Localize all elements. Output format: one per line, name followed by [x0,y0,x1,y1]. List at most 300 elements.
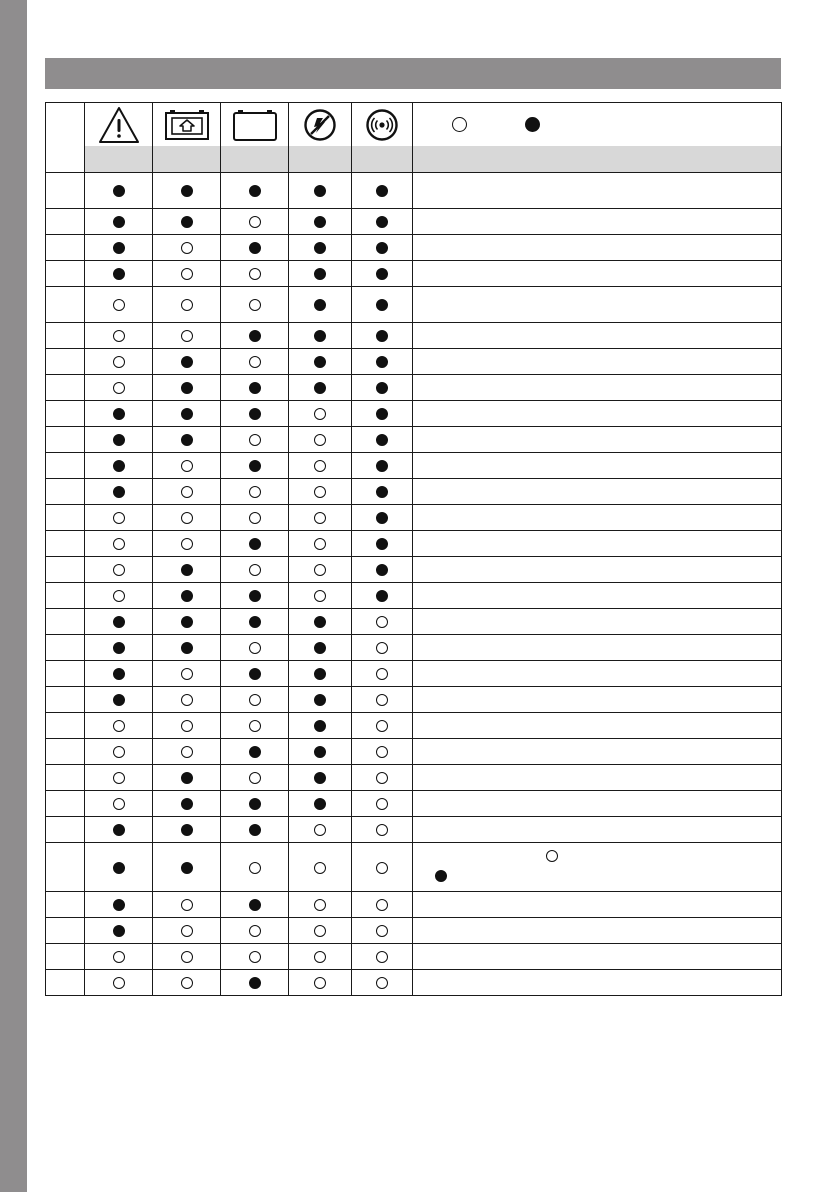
on-dot-icon [113,408,125,420]
indicator-cell [221,323,289,349]
indicator-cell [153,892,221,918]
indicator-cell [221,235,289,261]
row-index-cell [46,531,85,557]
indicator-cell [85,287,153,323]
on-dot-icon [249,824,261,836]
table-row [46,817,782,843]
off-dot-icon [181,694,193,706]
on-dot-icon [314,642,326,654]
indicator-cell [352,557,413,583]
description-cell [413,765,782,791]
indicator-cell [221,970,289,996]
indicator-cell [153,739,221,765]
description-cell [413,843,782,892]
off-dot-icon [314,925,326,937]
on-dot-icon [181,616,193,628]
legend [413,103,782,147]
off-dot-icon [249,486,261,498]
off-dot-icon [181,242,193,254]
indicator-cell [153,427,221,453]
indicator-cell [289,287,352,323]
off-dot-icon [181,668,193,680]
off-dot-icon [181,330,193,342]
table-row [46,918,782,944]
indicator-cell [85,583,153,609]
indicator-cell [85,505,153,531]
on-dot-icon [314,330,326,342]
table-row [46,531,782,557]
on-dot-icon [314,216,326,228]
description-cell [413,944,782,970]
table-row [46,235,782,261]
indicator-cell [289,817,352,843]
indicator-cell [85,479,153,505]
indicator-cell [221,635,289,661]
on-dot-icon [314,268,326,280]
on-dot-icon [249,899,261,911]
off-dot-icon [376,899,388,911]
table-row [46,892,782,918]
wireless-signal-icon [352,103,413,147]
indicator-cell [153,323,221,349]
indicator-cell [352,944,413,970]
indicator-cell [85,661,153,687]
indicator-cell [352,349,413,375]
indicator-cell [153,583,221,609]
on-dot-icon [249,408,261,420]
description-cell [413,505,782,531]
off-dot-icon [376,977,388,989]
indicator-cell [221,531,289,557]
description-cell [413,661,782,687]
indicator-cell [352,713,413,739]
on-dot-icon [113,486,125,498]
header-label-row [46,146,782,173]
indicator-cell [153,401,221,427]
row-index-cell [46,453,85,479]
indicator-cell [85,323,153,349]
on-dot-icon [314,694,326,706]
on-dot-icon [113,242,125,254]
indicator-cell [289,583,352,609]
off-dot-icon [181,720,193,732]
off-dot-icon [249,720,261,732]
indicator-cell [85,635,153,661]
off-dot-icon [181,486,193,498]
indicator-cell [289,970,352,996]
row-index-cell [46,713,85,739]
indicator-cell [221,609,289,635]
row-index-cell [46,918,85,944]
indicator-cell [352,892,413,918]
indicator-cell [289,687,352,713]
on-dot-icon [314,746,326,758]
indicator-cell [221,739,289,765]
indicator-cell [153,453,221,479]
off-dot-icon [249,356,261,368]
row-index-cell [46,944,85,970]
indicator-cell [352,375,413,401]
off-dot-icon [376,798,388,810]
indicator-cell [221,713,289,739]
indicator-cell [289,401,352,427]
on-dot-icon [249,538,261,550]
indicator-cell [289,843,352,892]
indicator-cell [289,375,352,401]
on-dot-icon [249,382,261,394]
on-dot-icon [249,460,261,472]
description-cell [413,479,782,505]
indicator-cell [289,453,352,479]
off-dot-icon [113,720,125,732]
description-cell [413,375,782,401]
off-dot-icon [249,772,261,784]
on-dot-icon [181,382,193,394]
row-index-cell [46,661,85,687]
on-dot-icon [249,977,261,989]
indicator-cell [352,687,413,713]
indicator-cell [289,531,352,557]
indicator-cell [221,583,289,609]
table-row [46,635,782,661]
indicator-cell [153,209,221,235]
indicator-cell [153,235,221,261]
indicator-cell [221,427,289,453]
indicator-cell [221,557,289,583]
off-dot-icon [113,299,125,311]
on-dot-icon [376,486,388,498]
indicator-cell [85,557,153,583]
indicator-cell [221,944,289,970]
description-label [413,146,782,173]
off-dot-icon [113,382,125,394]
on-dot-icon [314,242,326,254]
off-dot-icon [314,486,326,498]
indicator-cell [85,765,153,791]
no-power-icon [289,103,352,147]
on-dot-icon [376,564,388,576]
label-corner [46,146,85,173]
description-cell [413,609,782,635]
indicator-cell [352,323,413,349]
off-dot-icon [314,434,326,446]
indicator-cell [153,505,221,531]
off-dot-icon [314,538,326,550]
on-dot-icon [376,242,388,254]
on-dot-icon [113,460,125,472]
home-power-icon [153,103,221,147]
off-dot-icon [249,512,261,524]
on-dot-icon [435,870,447,882]
off-dot-icon [376,694,388,706]
table-row [46,970,782,996]
indicator-cell [289,713,352,739]
off-dot-icon [314,460,326,472]
indicator-cell [221,173,289,209]
off-dot-icon [249,268,261,280]
on-dot-icon [181,434,193,446]
indicator-cell [289,635,352,661]
indicator-cell [85,375,153,401]
indicator-cell [289,479,352,505]
off-dot-icon [376,616,388,628]
off-dot-icon [376,772,388,784]
off-dot-icon [113,977,125,989]
off-dot-icon [249,862,261,874]
indicator-cell [221,261,289,287]
table-row [46,287,782,323]
on-dot-icon [376,590,388,602]
off-dot-icon [181,512,193,524]
on-dot-icon [376,382,388,394]
title-band [45,58,781,89]
on-dot-icon [376,268,388,280]
row-index-cell [46,557,85,583]
on-dot-icon [113,216,125,228]
indicator-cell [221,209,289,235]
indicator-cell [221,287,289,323]
indicator-cell [221,765,289,791]
row-index-cell [46,892,85,918]
indicator-cell [289,739,352,765]
indicator-cell [289,235,352,261]
off-dot-icon [249,434,261,446]
row-index-cell [46,287,85,323]
indicator-cell [352,583,413,609]
off-dot-icon [546,850,558,862]
indicator-cell [289,791,352,817]
description-cell [413,261,782,287]
indicator-cell [85,970,153,996]
header-corner [46,103,85,147]
indicator-cell [153,635,221,661]
indicator-cell [85,427,153,453]
off-dot-icon [249,216,261,228]
indicator-cell [352,739,413,765]
on-dot-icon [113,694,125,706]
indicator-cell [85,261,153,287]
on-dot-icon [249,746,261,758]
on-dot-legend-icon [525,117,540,132]
off-dot-icon [249,694,261,706]
on-dot-icon [376,408,388,420]
off-dot-icon [314,824,326,836]
indicator-cell [352,235,413,261]
on-dot-icon [181,642,193,654]
indicator-cell [85,531,153,557]
indicator-cell [352,173,413,209]
table-row [46,261,782,287]
indicator-cell [153,287,221,323]
on-dot-icon [181,772,193,784]
indicator-cell [221,401,289,427]
row-index-cell [46,479,85,505]
indicator-cell [153,261,221,287]
description-cell [413,970,782,996]
indicator-cell [289,173,352,209]
table-row [46,209,782,235]
indicator-cell [289,209,352,235]
indicator-cell [85,453,153,479]
indicator-cell [153,713,221,739]
row-index-cell [46,791,85,817]
row-index-cell [46,583,85,609]
on-dot-icon [314,382,326,394]
table-row [46,583,782,609]
off-dot-icon [249,951,261,963]
table-row [46,557,782,583]
indicator-cell [153,557,221,583]
table-row [46,661,782,687]
indicator-cell [85,944,153,970]
indicator-cell [221,687,289,713]
indicator-cell [221,375,289,401]
indicator-cell [153,349,221,375]
off-dot-icon [249,299,261,311]
indicator-cell [221,817,289,843]
off-dot-icon [249,564,261,576]
off-dot-icon [376,925,388,937]
table-row [46,401,782,427]
indicator-cell [221,843,289,892]
indicator-cell [153,375,221,401]
table-row [46,173,782,209]
indicator-cell [221,791,289,817]
indicator-cell [289,892,352,918]
off-dot-icon [314,899,326,911]
description-cell [413,687,782,713]
indicator-cell [289,427,352,453]
row-index-cell [46,970,85,996]
indicator-cell [221,505,289,531]
off-dot-icon [181,951,193,963]
indicator-cell [221,892,289,918]
indicator-cell [352,479,413,505]
row-index-cell [46,609,85,635]
indicator-cell [352,453,413,479]
indicator-cell [153,531,221,557]
indicator-cell [289,765,352,791]
indicator-cell [221,479,289,505]
indicator-cell [352,843,413,892]
off-dot-icon [113,356,125,368]
row-index-cell [46,687,85,713]
indicator-cell [85,349,153,375]
indicator-cell [289,323,352,349]
indicator-table [45,102,782,996]
indicator-cell [153,970,221,996]
on-dot-icon [249,798,261,810]
description-cell [413,918,782,944]
table-row [46,349,782,375]
row-index-cell [46,843,85,892]
off-dot-legend-icon [452,117,467,132]
description-cell [413,427,782,453]
on-dot-icon [113,824,125,836]
on-dot-icon [113,616,125,628]
table-row [46,427,782,453]
on-dot-icon [376,299,388,311]
on-dot-icon [181,408,193,420]
indicator-cell [352,531,413,557]
off-dot-icon [181,899,193,911]
column-label [153,146,221,173]
on-dot-icon [113,642,125,654]
description-cell [413,713,782,739]
on-dot-icon [181,564,193,576]
off-dot-icon [113,746,125,758]
indicator-cell [85,918,153,944]
description-cell [413,791,782,817]
indicator-cell [153,173,221,209]
description-cell [413,401,782,427]
on-dot-icon [113,434,125,446]
indicator-cell [352,427,413,453]
indicator-cell [153,944,221,970]
on-dot-icon [113,899,125,911]
on-dot-icon [314,616,326,628]
indicator-cell [85,609,153,635]
on-dot-icon [113,925,125,937]
description-cell [413,531,782,557]
on-dot-icon [376,356,388,368]
off-dot-icon [314,951,326,963]
battery-box-icon [221,103,289,147]
description-cell [413,892,782,918]
table-row [46,323,782,349]
indicator-cell [85,843,153,892]
side-bar [0,0,27,1192]
off-dot-icon [249,642,261,654]
off-dot-icon [376,862,388,874]
on-dot-icon [181,216,193,228]
on-dot-icon [181,824,193,836]
off-dot-icon [113,951,125,963]
column-label [221,146,289,173]
on-dot-icon [113,862,125,874]
description-cell [413,349,782,375]
indicator-cell [85,401,153,427]
indicator-cell [352,287,413,323]
indicator-cell [352,970,413,996]
off-dot-icon [376,642,388,654]
table-row [46,453,782,479]
indicator-cell [85,739,153,765]
off-dot-icon [314,590,326,602]
off-dot-icon [113,798,125,810]
table-row [46,739,782,765]
off-dot-icon [314,512,326,524]
table-row [46,609,782,635]
on-dot-icon [249,668,261,680]
indicator-cell [153,609,221,635]
indicator-cell [352,791,413,817]
row-index-cell [46,235,85,261]
indicator-cell [85,687,153,713]
table-row [46,713,782,739]
description-cell [413,209,782,235]
off-dot-icon [181,268,193,280]
on-dot-icon [314,668,326,680]
indicator-cell [221,918,289,944]
indicator-cell [352,817,413,843]
row-index-cell [46,375,85,401]
indicator-cell [352,261,413,287]
off-dot-icon [113,330,125,342]
on-dot-icon [249,242,261,254]
off-dot-icon [376,720,388,732]
on-dot-icon [113,185,125,197]
